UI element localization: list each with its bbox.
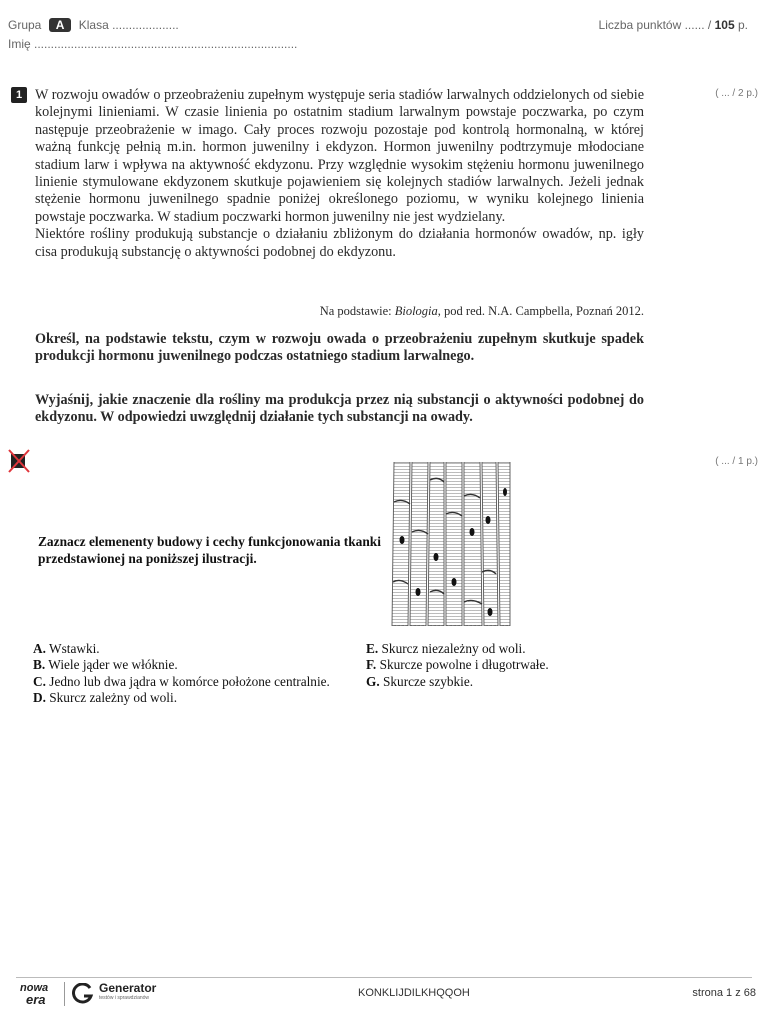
option-text: Wstawki. <box>49 641 100 656</box>
option-d[interactable] <box>33 690 333 706</box>
option-text: Jedno lub dwa jądra w komórce położone centralnie. <box>49 673 330 689</box>
class-field: Klasa .................... <box>78 18 179 32</box>
group-class-row <box>8 18 179 32</box>
task1-question-1: Określ, na podstawie tekstu, czym w rozwoju owada o przeobrażeniu zupełnym skutkuje spadek produkcji hormonu juwenilnego podczas ostatniego stadium larwalnego. <box>35 331 644 365</box>
task1-points: ( ... / 2 p.) <box>715 88 758 99</box>
task1-question-2: Wyjaśnij, jakie znaczenie dla rośliny ma produkcja przez nią substancji o aktywności podobnej do ekdyzonu. W odpowiedzi uwzględnij działanie tych substancji na owady. <box>35 392 644 426</box>
option-letter: E. <box>366 641 379 656</box>
option-letter: C. <box>33 673 46 689</box>
source-title: Biologia <box>394 304 438 318</box>
task2-prompt: Zaznacz elemenenty budowy i cechy funkcjonowania tkanki przedstawionej na poniższej ilustracji. <box>38 534 381 566</box>
muscle-tissue-illustration <box>388 462 512 626</box>
page-indicator: strona 1 z 68 <box>692 987 756 999</box>
option-text: Wiele jąder we włóknie. <box>48 657 178 673</box>
option-letter: A. <box>33 641 46 656</box>
group-badge: A <box>49 18 72 32</box>
nowa-era-logo <box>20 983 58 1005</box>
option-text: Skurcz zależny od woli. <box>49 690 178 706</box>
option-c[interactable] <box>33 674 333 690</box>
document-code: KONKLIJDILKHQQOH <box>358 987 470 999</box>
logo-separator <box>64 982 65 1006</box>
option-letter: G. <box>366 673 380 689</box>
logo-subtext: testów i sprawdzianów <box>99 995 150 1001</box>
option-letter: F. <box>366 657 377 673</box>
generator-logo-icon <box>72 983 94 1005</box>
source-rest: , pod red. N.A. Campbella, Poznań 2012. <box>437 304 644 318</box>
option-a[interactable] <box>33 641 333 657</box>
footer-divider <box>16 977 752 978</box>
option-text: Skurcz niezależny od woli. <box>381 641 526 656</box>
group-label: Grupa <box>8 18 42 32</box>
source-citation <box>35 304 644 319</box>
task2-points: ( ... / 1 p.) <box>715 456 758 467</box>
crossed-task-icon <box>8 448 30 474</box>
logo-text: era <box>26 992 46 1007</box>
option-f[interactable] <box>366 657 666 673</box>
option-letter: D. <box>33 690 46 706</box>
source-prefix: Na podstawie: <box>319 304 392 318</box>
points-label: Liczba punktów ...... / <box>598 18 712 32</box>
name-field: Imię ............................................................................... <box>8 37 298 51</box>
option-e[interactable] <box>366 641 666 657</box>
option-text: Skurcze powolne i długotrwałe. <box>379 657 549 673</box>
options-right <box>366 641 666 690</box>
option-letter: B. <box>33 657 46 673</box>
points-unit: p. <box>737 18 748 32</box>
logo-text: Generator <box>99 981 157 995</box>
generator-logo <box>99 982 156 1002</box>
options-left <box>33 641 333 707</box>
task-number-badge: 1 <box>11 87 27 103</box>
task1-paragraph: Niektóre rośliny produkują substancje o działaniu zbliżonym do działania hormonów owadów, np. igły cisa produkują substancję o aktywności podobnej do ekdyzonu. <box>35 226 644 260</box>
points-summary <box>599 18 748 32</box>
task1-paragraph: W rozwoju owadów o przeobrażeniu zupełnym występuje seria stadiów larwalnych oddzielonych od siebie kolejnymi linieniami. W czasie linienia po ostatnim stadium larwalnym powstaje poczwarka, po czym następuje przeobrażenie w imago. Cały proces rozwoju pozostaje pod kontrolą hormonalną, w której ważną funkcję pełnią m.in. hormon juwenilny i ekdyzon. Hormon juwenilny podtrzymuje młodociane stadium larw i wpływa na aktywność ekdyzonu. Przy względnie wysokim stężeniu hormonu juwenilnego linienie stymulowane ekdyzonem skutkuje pojawieniem się kolejnych stadiów larwalnych. Jeżeli jednak stężenie hormonu juwenilnego spadnie poniżej określonego poziomu, w wyniku kolejnego linienia powstaje poczwarka. W stadium poczwarki hormon juwenilny nie jest wydzielany. <box>35 87 644 225</box>
option-b[interactable] <box>33 657 333 673</box>
points-total: 105 <box>714 18 735 32</box>
option-g[interactable] <box>366 674 666 690</box>
option-text: Skurcze szybkie. <box>383 673 474 689</box>
logo-text: nowa <box>20 982 49 994</box>
task1-text <box>35 87 644 261</box>
